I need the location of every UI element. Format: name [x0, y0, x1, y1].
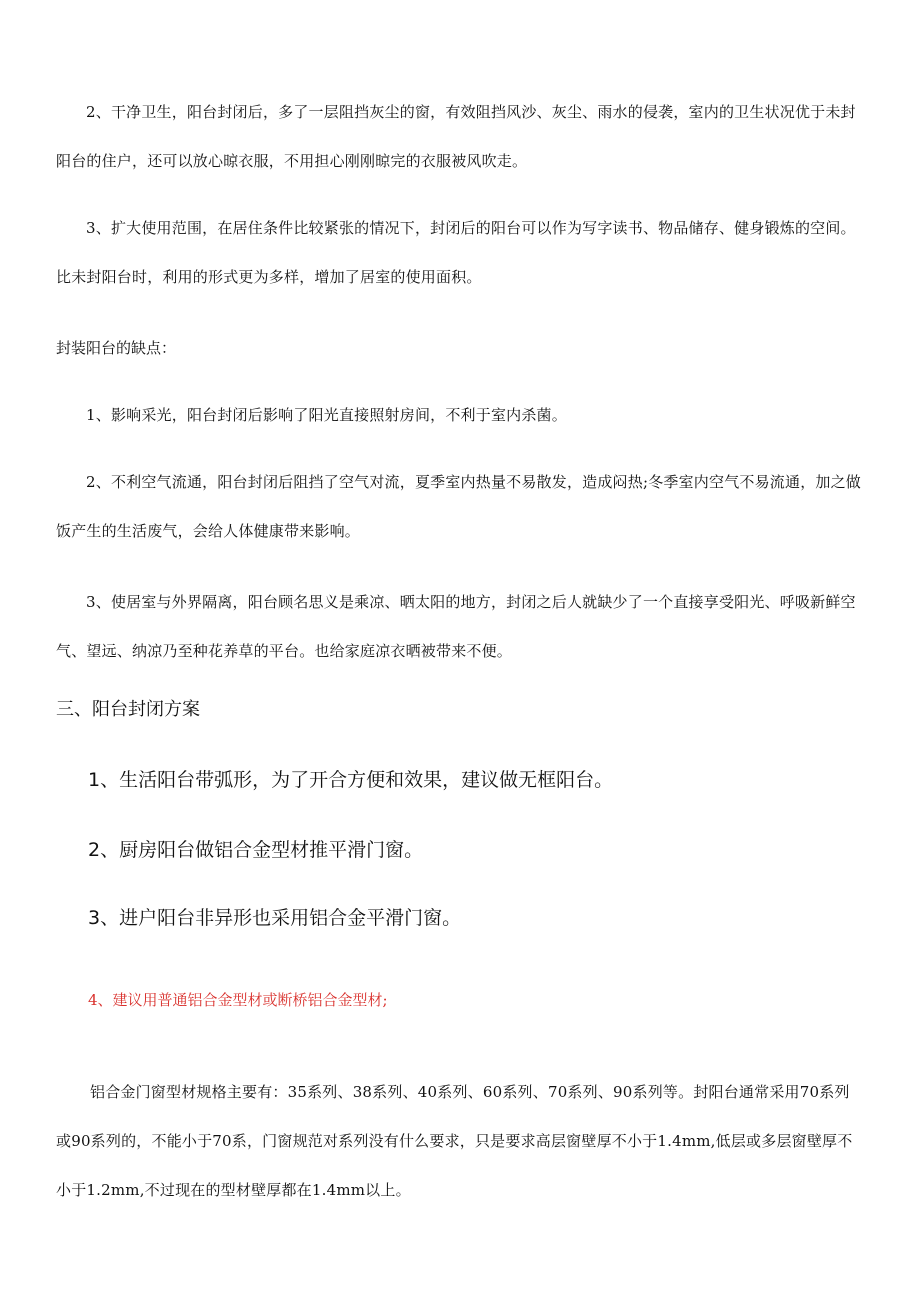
plan-item-3: 3、进户阳台非异形也采用铝合金平滑门窗。 [88, 907, 462, 929]
disadvantages-heading: 封装阳台的缺点： [56, 339, 177, 357]
disadvantage-item-1: 1、影响采光，阳台封闭后影响了阳光直接照射房间，不利于室内杀菌。 [86, 406, 567, 424]
disadvantage-item-2: 2、不利空气流通，阳台封闭后阻挡了空气对流，夏季室内热量不易散发，造成闷热;冬季室内空气不易流通，加之做饭产生的生活废气，会给人体健康带来影响。 [56, 473, 862, 540]
profile-spec-paragraph: 铝合金门窗型材规格主要有：35系列、38系列、40系列、60系列、70系列、90系列等。封阳台通常采用70系列或90系列的，不能小于70系，门窗规范对系列没有什么要求，只是要求高层窗壁厚不小于1.4mm,低层或多层窗壁厚不小于1.2mm,不过现在的型材壁厚都在1.4mm以上。 [56, 1083, 853, 1199]
section-title-plan: 三、阳台封闭方案 [56, 699, 200, 720]
plan-item-4: 4、建议用普通铝合金型材或断桥铝合金型材; [88, 991, 388, 1009]
advantage-item-3: 3、扩大使用范围，在居住条件比较紧张的情况下，封闭后的阳台可以作为写字读书、物品储存、健身锻炼的空间。比未封阳台时，利用的形式更为多样，增加了居室的使用面积。 [56, 219, 856, 286]
plan-item-2: 2、厨房阳台做铝合金型材推平滑门窗。 [88, 839, 424, 861]
disadvantage-item-3: 3、使居室与外界隔离，阳台顾名思义是乘凉、晒太阳的地方，封闭之后人就缺少了一个直接享受阳光、呼吸新鲜空气、望远、纳凉乃至种花养草的平台。也给家庭凉衣晒被带来不便。 [56, 593, 856, 660]
plan-item-1: 1、生活阳台带弧形，为了开合方便和效果，建议做无框阳台。 [88, 769, 614, 791]
advantage-item-2: 2、干净卫生，阳台封闭后，多了一层阻挡灰尘的窗，有效阻挡风沙、灰尘、雨水的侵袭，室内的卫生状况优于未封阳台的住户，还可以放心晾衣服，不用担心刚刚晾完的衣服被风吹走。 [56, 103, 856, 170]
